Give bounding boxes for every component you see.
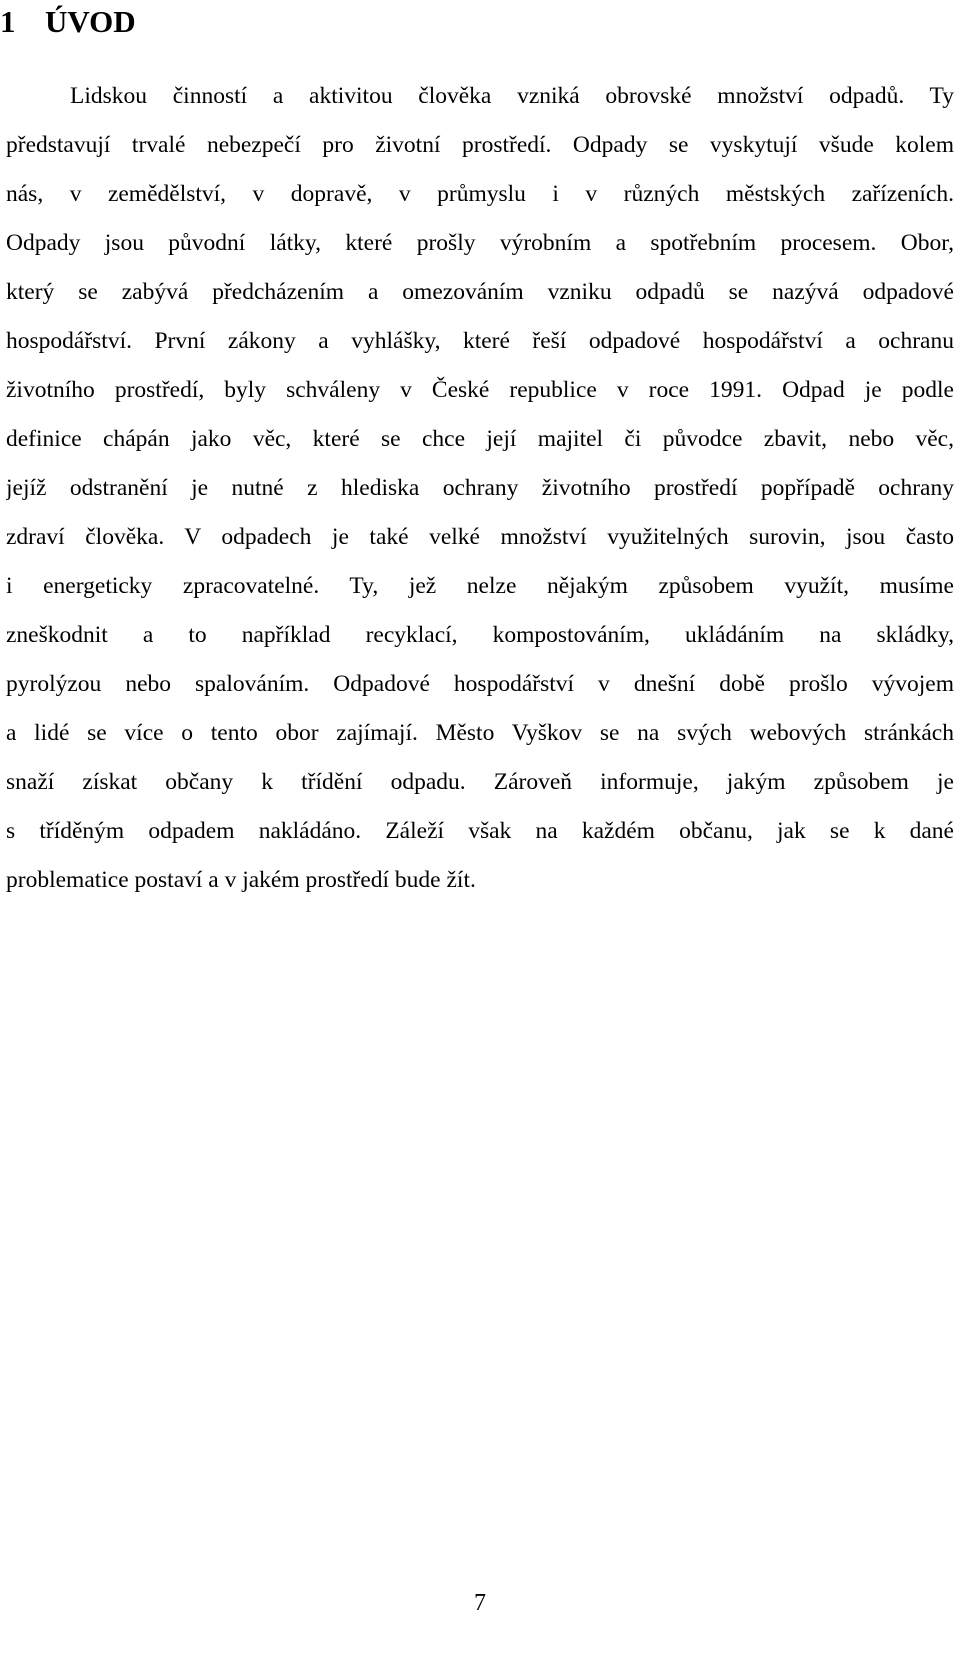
paragraph-line: který se zabývá předcházením a omezováním vzniku odpadů se nazývá odpadové <box>6 279 954 305</box>
chapter-heading <box>0 0 136 44</box>
paragraph-line: snaží získat občany k třídění odpadu. Zároveň informuje, jakým způsobem je <box>6 769 954 795</box>
paragraph-line: zdraví člověka. V odpadech je také velké množství využitelných surovin, jsou často <box>6 524 954 550</box>
page-number: 7 <box>474 1590 486 1616</box>
paragraph-line: s tříděným odpadem nakládáno. Záleží však na každém občanu, jak se k dané <box>6 818 954 844</box>
paragraph-line: zneškodnit a to například recyklací, kompostováním, ukládáním na skládky, <box>6 622 954 648</box>
paragraph-line: Lidskou činností a aktivitou člověka vzniká obrovské množství odpadů. Ty <box>70 83 954 109</box>
paragraph-line: i energeticky zpracovatelné. Ty, jež nelze nějakým způsobem využít, musíme <box>6 573 954 599</box>
paragraph-line: nás, v zemědělství, v dopravě, v průmyslu i v různých městských zařízeních. <box>6 181 954 207</box>
paragraph-line: definice chápán jako věc, které se chce její majitel či původce zbavit, nebo věc, <box>6 426 954 452</box>
introduction-paragraph <box>6 72 954 905</box>
paragraph-line: jejíž odstranění je nutné z hlediska ochrany životního prostředí popřípadě ochrany <box>6 475 954 501</box>
paragraph-line: životního prostředí, byly schváleny v České republice v roce 1991. Odpad je podle <box>6 377 954 403</box>
chapter-title: ÚVOD <box>45 4 136 39</box>
paragraph-line: hospodářství. První zákony a vyhlášky, které řeší odpadové hospodářství a ochranu <box>6 328 954 354</box>
paragraph-line: představují trvalé nebezpečí pro životní prostředí. Odpady se vyskytují všude kolem <box>6 132 954 158</box>
paragraph-line: Odpady jsou původní látky, které prošly výrobním a spotřebním procesem. Obor, <box>6 230 954 256</box>
chapter-number: 1 <box>0 4 16 39</box>
paragraph-line: problematice postaví a v jakém prostředí bude žít. <box>6 867 476 893</box>
paragraph-line: a lidé se více o tento obor zajímají. Město Vyškov se na svých webových stránkách <box>6 720 954 746</box>
paragraph-line: pyrolýzou nebo spalováním. Odpadové hospodářství v dnešní době prošlo vývojem <box>6 671 954 697</box>
